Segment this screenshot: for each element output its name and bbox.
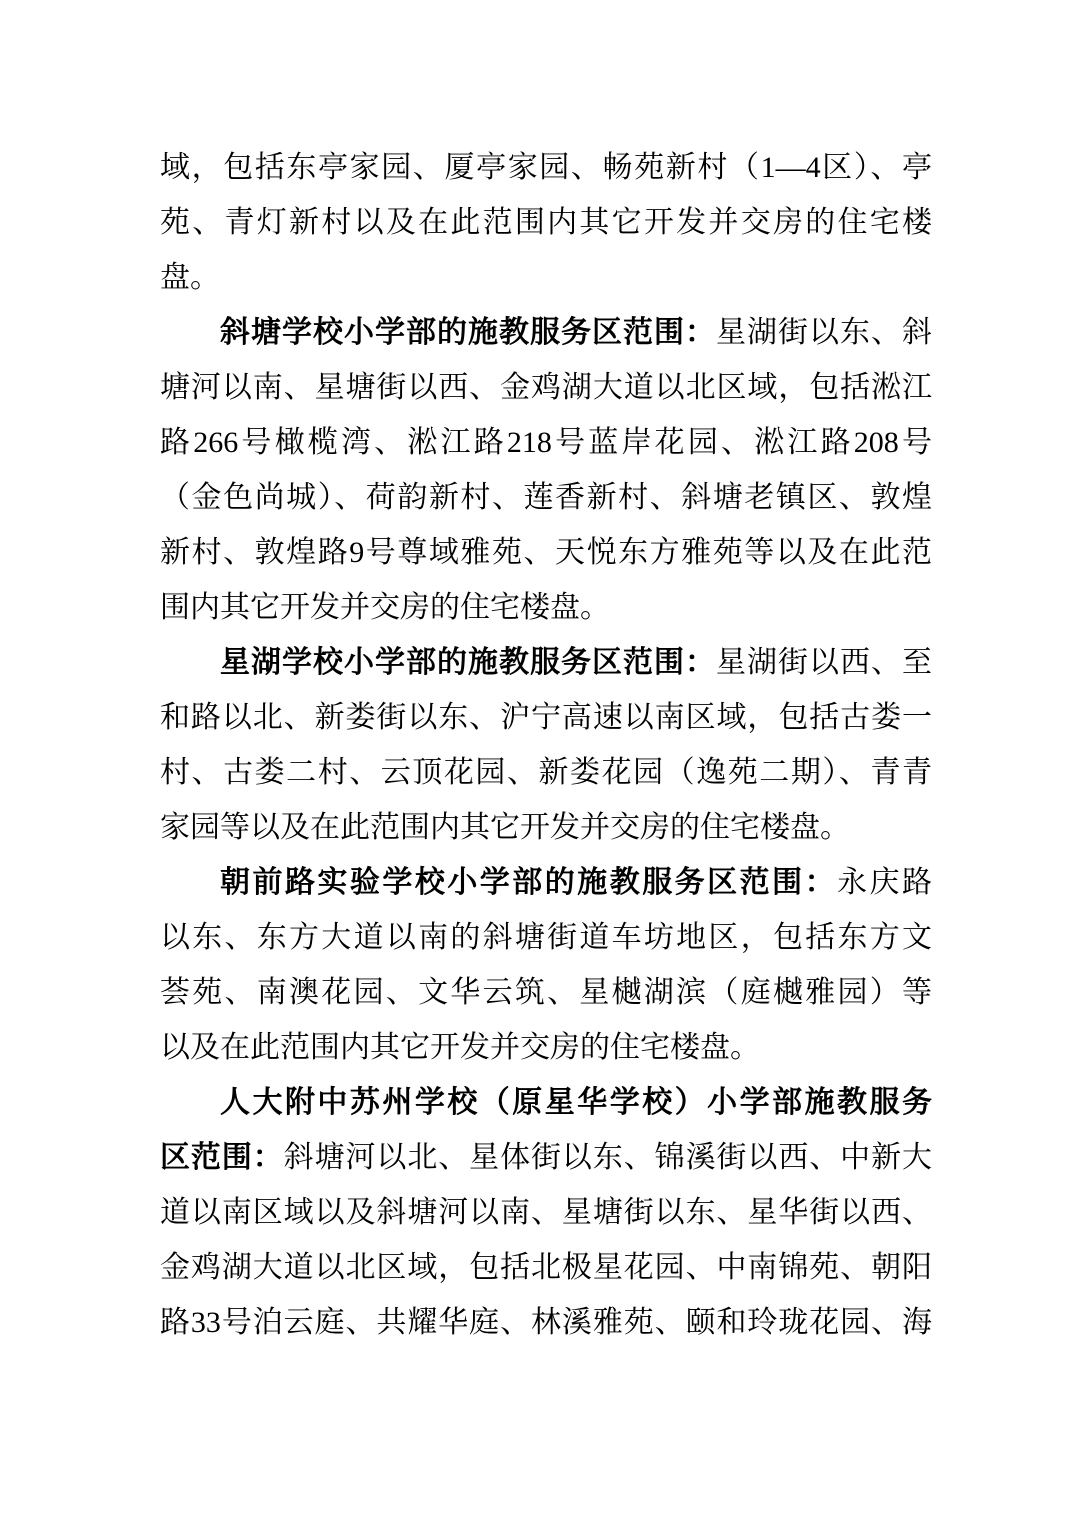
text-line [160, 1295, 932, 1350]
text-line [160, 965, 932, 1020]
text-line [160, 195, 932, 250]
text-run: 塘河以南、星塘街以西、金鸡湖大道以北区域，包括淞江 [160, 371, 932, 404]
text-line [160, 910, 932, 965]
text-line [160, 1020, 932, 1075]
text-run: 星湖街以东、斜 [716, 316, 932, 349]
text-run: 以东、东方大道以南的斜塘街道车坊地区，包括东方文 [160, 921, 932, 954]
text-line [160, 1075, 932, 1130]
text-line [160, 1185, 932, 1240]
text-run: 永庆路 [837, 866, 932, 899]
bold-text-run: 星湖学校小学部的施教服务区范围： [220, 646, 716, 679]
text-run: 村、古娄二村、云顶花园、新娄花园（逸苑二期）、青青 [160, 756, 932, 789]
paragraph-5 [160, 1075, 932, 1350]
text-line [160, 250, 932, 305]
bold-text-run: 区范围： [160, 1141, 284, 1174]
text-run: 域，包括东亭家园、厦亭家园、畅苑新村（1—4区）、亭 [160, 151, 932, 184]
text-run: 苑、青灯新村以及在此范围内其它开发并交房的住宅楼 [160, 206, 932, 239]
paragraph-4 [160, 855, 932, 1075]
text-line [160, 745, 932, 800]
text-line [160, 690, 932, 745]
text-run: 新村、敦煌路9号尊域雅苑、天悦东方雅苑等以及在此范 [160, 536, 932, 569]
paragraph-1 [160, 140, 932, 305]
text-line [160, 1240, 932, 1295]
paragraph-3 [160, 635, 932, 855]
text-line [160, 800, 932, 855]
text-run: 星湖街以西、至 [716, 646, 932, 679]
bold-text-run: 斜塘学校小学部的施教服务区范围： [220, 316, 716, 349]
paragraph-2 [160, 305, 932, 635]
text-run: 家园等以及在此范围内其它开发并交房的住宅楼盘。 [160, 811, 850, 844]
text-run: 和路以北、新娄街以东、沪宁高速以南区域，包括古娄一 [160, 701, 932, 734]
text-run: 以及在此范围内其它开发并交房的住宅楼盘。 [160, 1031, 760, 1064]
text-run: 斜塘河以北、星体街以东、锦溪街以西、中新大 [283, 1141, 932, 1174]
text-run: 荟苑、南澳花园、文华云筑、星樾湖滨（庭樾雅园）等 [160, 976, 932, 1009]
text-run: 围内其它开发并交房的住宅楼盘。 [160, 591, 610, 624]
text-line [160, 525, 932, 580]
text-run: 金鸡湖大道以北区域，包括北极星花园、中南锦苑、朝阳 [160, 1251, 932, 1284]
bold-text-run: 朝前路实验学校小学部的施教服务区范围： [220, 866, 838, 899]
text-run: 道以南区域以及斜塘河以南、星塘街以东、星华街以西、 [160, 1196, 932, 1229]
text-line [160, 855, 932, 910]
text-block [160, 140, 932, 1350]
text-line [160, 415, 932, 470]
text-line [160, 580, 932, 635]
text-run: 盘。 [160, 261, 220, 294]
text-line [160, 1130, 932, 1185]
bold-text-run: 人大附中苏州学校（原星华学校）小学部施教服务 [220, 1086, 932, 1119]
text-line [160, 635, 932, 690]
text-run: 路33号泊云庭、共耀华庭、林溪雅苑、颐和玲珑花园、海 [160, 1306, 932, 1339]
text-run: 路266号橄榄湾、淞江路218号蓝岸花园、淞江路208号 [160, 426, 932, 459]
text-line [160, 305, 932, 360]
text-line [160, 140, 932, 195]
text-line [160, 470, 932, 525]
text-run: （金色尚城）、荷韵新村、莲香新村、斜塘老镇区、敦煌 [160, 481, 932, 514]
text-line [160, 360, 932, 415]
